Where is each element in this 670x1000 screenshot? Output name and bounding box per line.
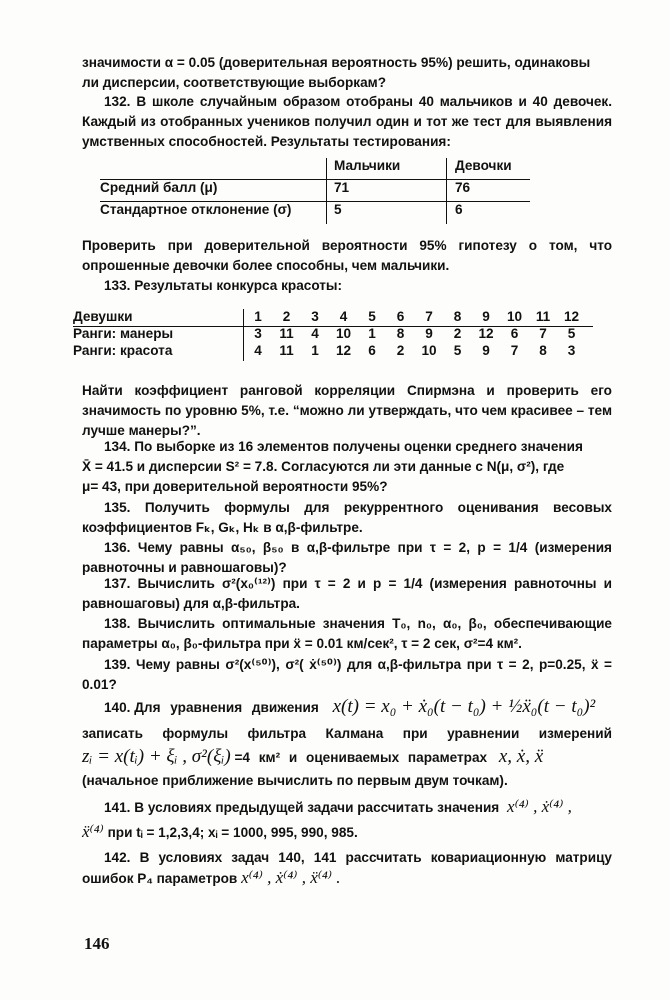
contestant-number: 3 <box>311 309 319 324</box>
row-label: Средний балл (μ) <box>100 180 218 195</box>
measurement-text: =4 км² и оцениваемых параметрах <box>234 750 488 765</box>
table-header-girls: Девочки <box>455 158 512 173</box>
problem-number: 136. <box>104 540 131 555</box>
contestant-number: 4 <box>339 309 348 324</box>
problem-text-line-3: μ= 43, при доверительной вероятности 95%? <box>82 479 388 494</box>
measurement-equation: zᵢ = x(tᵢ) + ξᵢ , σ²(ξᵢ) <box>82 746 231 767</box>
problem-text: Вычислить σ²(x₀⁽¹²⁾) при τ = 2 и p = 1/4 (измерения равноточны и равношаговы) для α,β-фильтра. <box>82 576 613 611</box>
beauty-rank: 1 <box>311 343 319 358</box>
problem-137 <box>82 574 612 614</box>
problem-140-line-3 <box>82 747 612 768</box>
manners-rank: 4 <box>311 326 319 341</box>
contestant-number: 9 <box>482 309 490 324</box>
beauty-rank: 11 <box>279 343 294 358</box>
problem-132 <box>82 92 612 152</box>
values-expression: x⁽⁴⁾ , ẋ⁽⁴⁾ , <box>507 797 572 816</box>
problem-141-line-2 <box>82 822 612 843</box>
problem-number: 138. <box>104 616 131 631</box>
problem-number: 133. <box>104 278 131 293</box>
problem-number: 135. <box>104 500 131 515</box>
contestant-number: 7 <box>425 309 433 324</box>
contestant-number: 11 <box>535 309 551 324</box>
problem-text: Найти коэффициент ранговой корреляции Спирмэна и проверить его значимость по уровню 5%, т.е. “можно ли утверждать, что чем красивее – тем лучше манеры?”. <box>82 383 612 438</box>
test-results-table <box>100 158 530 223</box>
problem-number: 139. <box>104 657 131 672</box>
beauty-rank: 8 <box>539 343 547 358</box>
problem-133 <box>82 276 612 296</box>
problem-text: Вычислить оптимальные значения T₀, n₀, α₀, β₀, обеспечивающие параметры α₀, β₀-фильтра при ẍ = 0.01 км/сек², τ = 2 сек, σ²=4 км². <box>82 616 612 651</box>
manners-rank: 3 <box>254 326 262 341</box>
contestant-number: 2 <box>282 309 291 324</box>
contestant-number: 6 <box>396 309 405 324</box>
manners-rank: 6 <box>510 326 519 341</box>
problem-number: 140. <box>104 700 131 715</box>
manners-rank: 11 <box>279 326 294 341</box>
problem-140-line-4: (начальное приближение вычислить по первым двум точкам). <box>82 773 508 788</box>
problem-text: Проверить при доверительной вероятности 95% гипотезу о том, что опрошенные девочки более способны, чем мальчики. <box>82 238 612 273</box>
boys-value: 5 <box>334 202 342 217</box>
problem-text: Получить формулы для рекуррентного оценивания весовых коэффициентов Fₖ, Gₖ, Hₖ в α,β-фильтре. <box>82 500 612 535</box>
problem-140-line-1 <box>82 697 612 718</box>
table-header-row <box>100 158 530 179</box>
intro-line-2: ли дисперсии, соответствующие выборкам? <box>82 75 387 90</box>
contestant-number: 10 <box>506 309 523 324</box>
problem-142 <box>82 848 612 889</box>
problem-140-line-2: записать формулы фильтра Калмана при уравнении измерений <box>82 726 612 741</box>
row-label: Стандартное отклонение (σ) <box>100 202 292 217</box>
girls-value: 76 <box>455 180 471 195</box>
problem-number: 132. <box>104 94 131 109</box>
problem-text: Чему равны α₅₀, β₅₀ в α,β-фильтре при τ = 2, p = 1/4 (измерения равноточны и равношаговы)? <box>82 540 612 575</box>
problem-text: В условиях предыдущей задачи рассчитать значения <box>134 800 500 815</box>
contestant-number: 1 <box>254 309 262 324</box>
motion-equation: x(t) = x₀ + ẋ₀(t − t₀) + ½ẍ₀(t − t₀)² <box>332 696 596 717</box>
beauty-rank: 3 <box>567 343 576 358</box>
problem-lead: Для уравнения движения <box>134 700 319 715</box>
beauty-rank: 7 <box>510 343 519 358</box>
beauty-rank: 2 <box>396 343 405 358</box>
table-row <box>73 326 603 343</box>
page-number: 146 <box>84 934 110 953</box>
problem-133-question <box>82 381 612 441</box>
estimated-params: x, ẋ, ẍ <box>498 746 544 767</box>
contestant-number: 5 <box>368 309 376 324</box>
table-row <box>100 180 530 201</box>
manners-rank: 8 <box>396 326 405 341</box>
problem-text: В школе случайным образом отобраны 40 мальчиков и 40 девочек. Каждый из отобранных учеников получил один и тот же тест для выявления умственных способностей. Результаты тестирования: <box>82 94 613 149</box>
table-header-boys: Мальчики <box>334 158 401 173</box>
boys-value: 71 <box>334 180 350 195</box>
beauty-rank: 5 <box>453 343 462 358</box>
table-row <box>73 343 603 360</box>
manners-rank: 2 <box>453 326 462 341</box>
manners-rank: 9 <box>425 326 433 341</box>
intro-paragraph <box>82 53 612 93</box>
table-header-row <box>73 309 603 326</box>
beauty-rank: 6 <box>368 343 376 358</box>
girls-header: Девушки <box>73 309 133 324</box>
manners-rank: 5 <box>567 326 576 341</box>
problem-number: 142. <box>104 850 131 865</box>
row-label: Ранги: манеры <box>73 326 174 341</box>
manners-rank: 1 <box>368 326 376 341</box>
problem-138 <box>82 614 612 654</box>
problem-text: Чему равны σ²(x⁽⁵⁰⁾), σ²( ẋ⁽⁵⁰⁾) для α,β-фильтра при τ = 2, p=0.25, ẍ = 0.01? <box>82 657 612 692</box>
table-row <box>100 202 530 223</box>
problem-number: 137. <box>104 576 131 591</box>
girls-value: 6 <box>455 202 463 217</box>
problem-136 <box>82 538 612 578</box>
contestant-number: 12 <box>563 309 580 324</box>
beauty-contest-table <box>73 309 603 360</box>
problem-number: 141. <box>104 800 131 815</box>
intro-line-1: значимости α = 0.05 (доверительная вероятность 95%) решить, одинаковы <box>82 55 591 70</box>
problem-text-line-2: X̄ = 41.5 и дисперсии S² = 7.8. Согласуются ли эти данные с N(μ, σ²), где <box>82 459 565 474</box>
problem-135 <box>82 498 612 538</box>
problem-text: Результаты конкурса красоты: <box>134 278 343 293</box>
beauty-rank: 12 <box>335 343 352 358</box>
manners-rank: 12 <box>478 326 494 341</box>
manners-rank: 10 <box>335 326 352 341</box>
beauty-rank: 9 <box>482 343 490 358</box>
beauty-rank: 10 <box>421 343 437 358</box>
problem-134 <box>82 437 612 497</box>
problem-data: при tᵢ = 1,2,3,4; xᵢ = 1000, 995, 990, 985. <box>107 825 358 840</box>
row-label: Ранги: красота <box>73 343 173 358</box>
problem-text: В условиях задач 140, 141 рассчитать ковариационную матрицу ошибок P₄ параметров <box>82 850 612 886</box>
problem-number: 134. <box>104 439 131 454</box>
accel-expression: ẍ⁽⁴⁾ <box>82 822 104 841</box>
problem-141-line-1 <box>82 797 612 818</box>
contestant-number: 8 <box>453 309 462 324</box>
problem-132-question <box>82 236 612 276</box>
params-expression: x⁽⁴⁾ , ẋ⁽⁴⁾ , ẍ⁽⁴⁾ . <box>241 868 341 887</box>
beauty-rank: 4 <box>254 343 262 358</box>
problem-139 <box>82 655 612 695</box>
manners-rank: 7 <box>539 326 547 341</box>
problem-text-line-1: По выборке из 16 элементов получены оценки среднего значения <box>134 439 583 454</box>
